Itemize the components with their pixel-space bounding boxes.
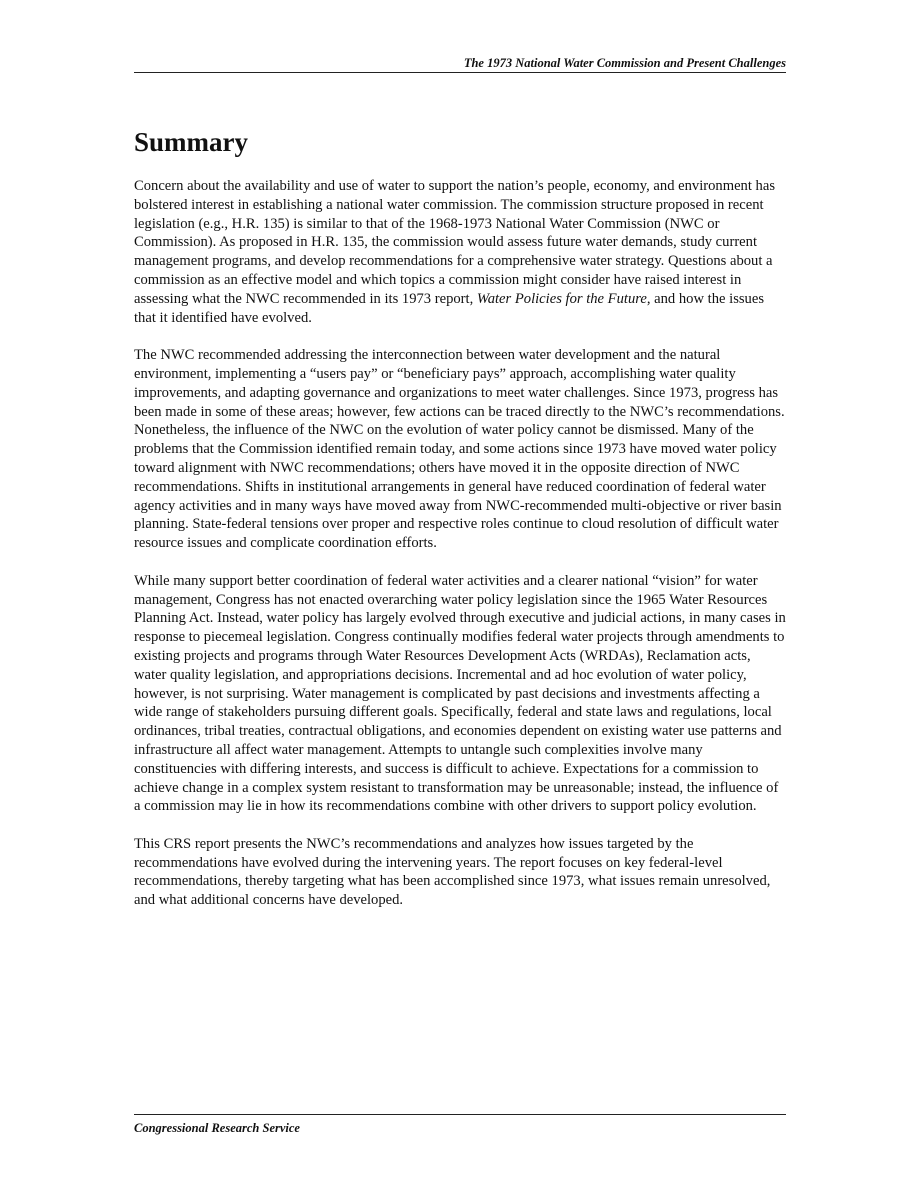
report-title-italic: Water Policies for the Future bbox=[476, 290, 647, 307]
summary-paragraph-1 bbox=[134, 177, 786, 327]
summary-paragraph-2: The NWC recommended addressing the interconnection between water development and the natural environment, implementing a “users pay” or “beneficiary pays” approach, accomplishing water quality improvements, and adapting governance and organizations to meet water challenges. Since 1973, progress has been made in some of these areas; however, few actions can be traced directly to the NWC’s recommendations. Nonetheless, the influence of the NWC on the evolution of water policy cannot be dismissed. Many of the problems that the Commission identified remain today, and some actions since 1973 have moved water policy toward alignment with NWC recommendations; others have moved it in the opposite direction of NWC recommendations. Shifts in institutional arrangements in general have reduced coordination of federal water agency activities and in many ways have moved away from NWC-recommended multi-objective or river basin planning. State-federal tensions over proper and respective roles continue to cloud resolution of difficult water resource issues and complicate coordination efforts. bbox=[134, 347, 785, 552]
summary-paragraph-4: This CRS report presents the NWC’s recommendations and analyzes how issues targeted by the recommendations have evolved during the intervening years. The report focuses on key federal-level recommendations, thereby targeting what has been accomplished since 1973, what issues remain unresolved, and what additional concerns have developed. bbox=[134, 835, 771, 909]
summary-body bbox=[134, 177, 786, 929]
paragraph-1-text-start: Concern about the availability and use of water to support the nation’s people, economy, and environment has bolstered interest in establishing a national water commission. The commission structure proposed in recent legislation (e.g., H.R. 135) is similar to that of the 1968-1973 National Water Commission (NWC or Commission). As proposed in H.R. 135, the commission would assess future water demands, study current management programs, and develop recommendations for a comprehensive water strategy. Questions about a commission as an effective model and which topics a commission might consider have raised interest in assessing what the NWC recommended in its 1973 report, bbox=[134, 178, 776, 307]
footer-publisher: Congressional Research Service bbox=[134, 1121, 300, 1135]
paragraph-1-text-end: , and how the issues that it identified have evolved. bbox=[134, 290, 765, 326]
footer-divider bbox=[134, 1114, 786, 1115]
running-header-title: The 1973 National Water Commission and Present Challenges bbox=[463, 56, 786, 70]
section-title: Summary bbox=[134, 127, 248, 157]
header-divider bbox=[134, 72, 786, 73]
summary-paragraph-3: While many support better coordination of federal water activities and a clearer national “vision” for water management, Congress has not enacted overarching water policy legislation since the 1965 Water Resources Planning Act. Instead, water policy has largely evolved through executive and judicial actions, in many cases in response to piecemeal legislation. Congress continually modifies federal water projects through amendments to existing projects and programs through Water Resources Development Acts (WRDAs), Reclamation acts, water quality legislation, and appropriations decisions. Incremental and ad hoc evolution of water policy, however, is not surprising. Water management is complicated by past decisions and investments affecting a wide range of stakeholders pursuing different goals. Specifically, federal and state laws and regulations, local ordinances, tribal treaties, contractual obligations, and economies dependent on existing water use patterns and infrastructure all affect water management. Attempts to untangle such complexities involve many constituencies with differing interests, and success is difficult to achieve. Expectations for a commission to achieve change in a complex system resistant to transformation may be unreasonable; instead, the influence of a commission may lie in how its recommendations combine with other drivers to support policy evolution. bbox=[134, 572, 786, 815]
